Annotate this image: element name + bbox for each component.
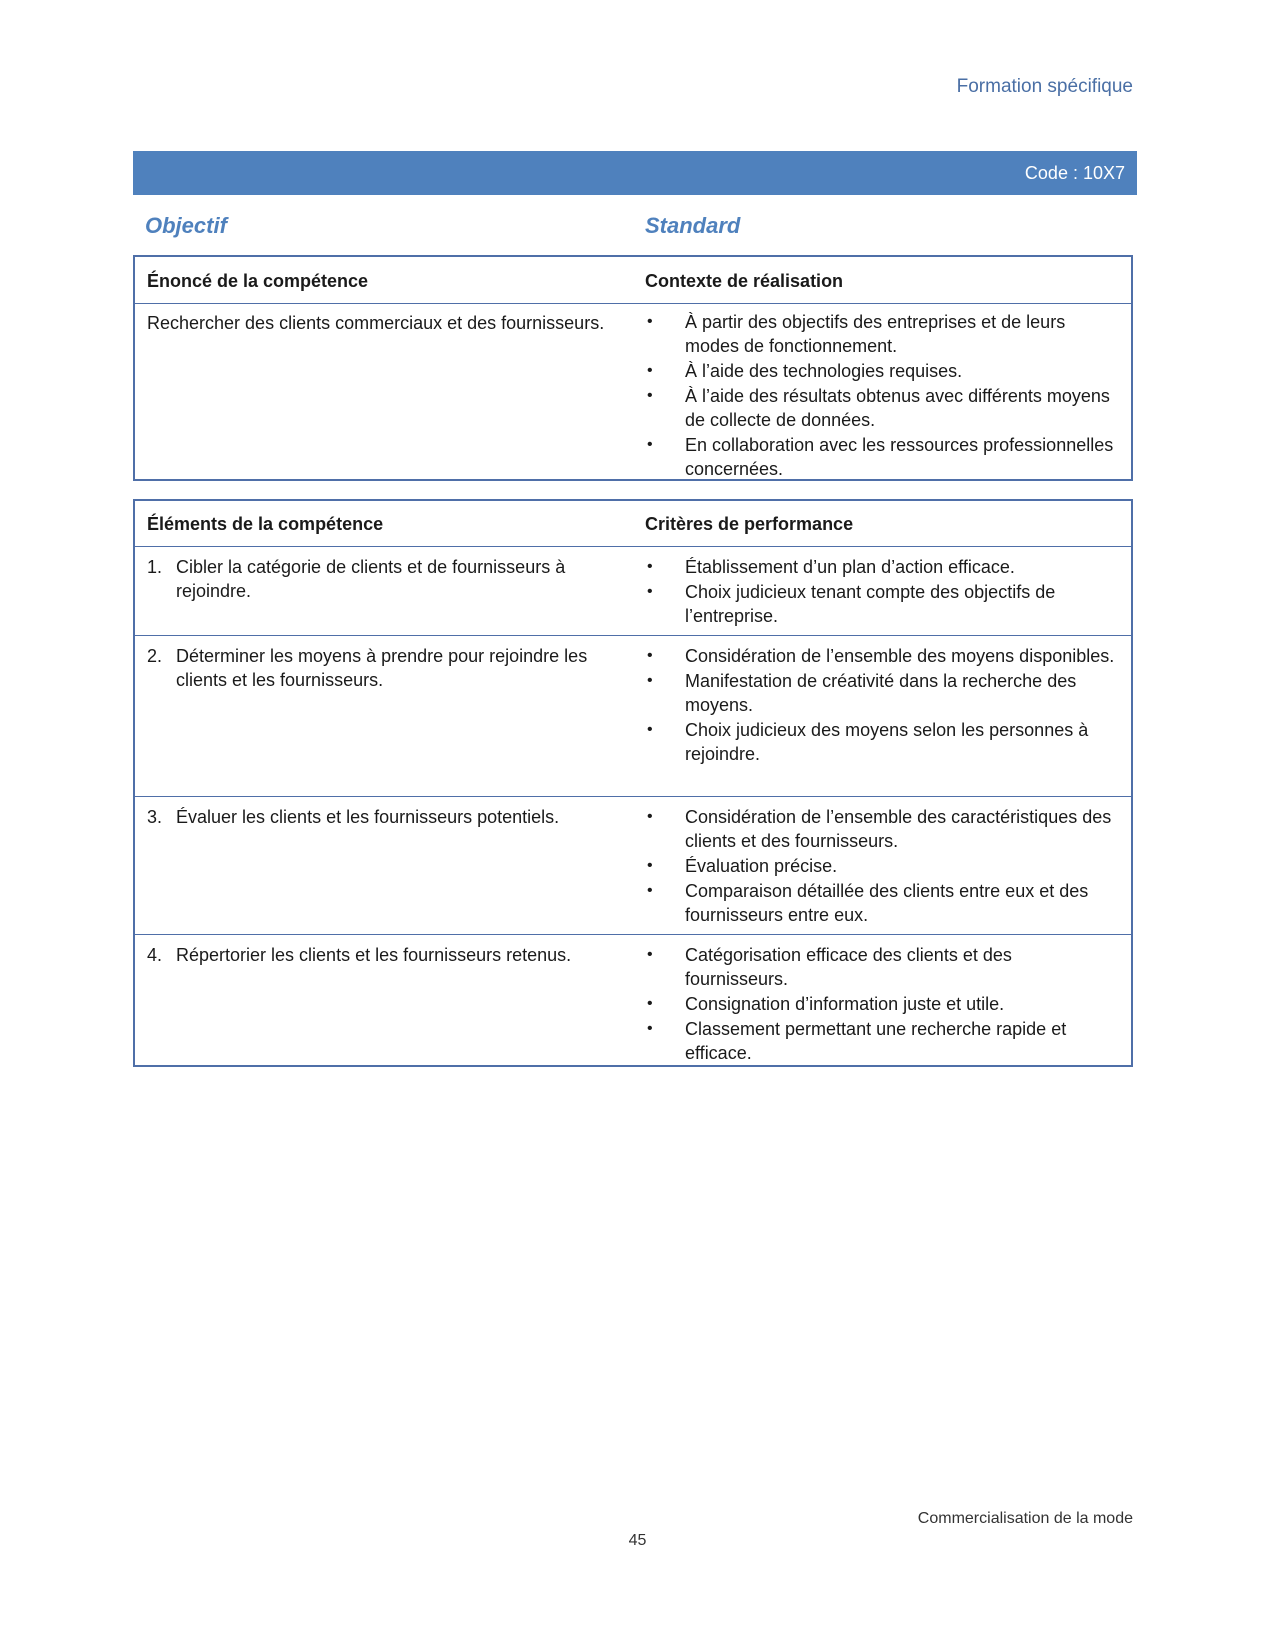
competency-element — [147, 555, 617, 603]
bullet-icon: • — [647, 436, 653, 453]
table-row — [135, 635, 1131, 796]
criteria-text: Manifestation de créativité dans la recherche des moyens. — [685, 671, 1077, 715]
element-text: Déterminer les moyens à prendre pour rejoindre les clients et les fournisseurs. — [176, 646, 588, 690]
table-row — [135, 934, 1131, 1073]
element-number: 2. — [147, 646, 163, 666]
table-row — [135, 796, 1131, 934]
element-number: 3. — [147, 807, 163, 827]
criteria-text: Comparaison détaillée des clients entre eux et des fournisseurs entre eux. — [685, 881, 1089, 925]
competency-element — [147, 644, 617, 692]
bullet-icon: • — [647, 808, 653, 825]
context-text: À partir des objectifs des entreprises et de leurs modes de fonctionnement. — [685, 312, 1066, 356]
criteria-text: Considération de l’ensemble des caractéristiques des clients et des fournisseurs. — [685, 807, 1112, 851]
criteria-item — [645, 644, 1115, 668]
bullet-icon: • — [647, 362, 653, 379]
criteria-list — [645, 943, 1115, 1066]
bullet-icon: • — [647, 995, 653, 1012]
context-header: Contexte de réalisation — [645, 271, 844, 291]
criteria-text: Catégorisation efficace des clients et des fournisseurs. — [685, 945, 1012, 989]
element-number: 1. — [147, 557, 163, 577]
page-number: 45 — [628, 1532, 647, 1549]
table-header-row — [135, 257, 1131, 303]
criteria-item — [645, 1017, 1115, 1065]
competency-code: Code : 10X7 — [1024, 163, 1125, 183]
criteria-item — [645, 718, 1115, 766]
element-text: Répertorier les clients et les fournisseurs retenus. — [176, 945, 572, 965]
criteria-item — [645, 669, 1115, 717]
context-text: À l’aide des résultats obtenus avec différents moyens de collecte de données. — [685, 386, 1110, 430]
context-list — [645, 310, 1115, 482]
bullet-icon: • — [647, 583, 653, 600]
criteria-text: Consignation d’information juste et utile. — [685, 994, 1005, 1014]
competency-statement-table — [133, 255, 1133, 481]
objective-heading: Objectif — [145, 213, 227, 238]
criteria-text: Choix judicieux des moyens selon les personnes à rejoindre. — [685, 720, 1089, 764]
criteria-item — [645, 992, 1115, 1016]
code-bar — [133, 151, 1137, 195]
criteria-item — [645, 805, 1115, 853]
elements-header: Éléments de la compétence — [147, 514, 384, 534]
table-row — [135, 546, 1131, 635]
context-text: À l’aide des technologies requises. — [685, 361, 963, 381]
criteria-list — [645, 555, 1115, 629]
bullet-icon: • — [647, 672, 653, 689]
bullet-icon: • — [647, 946, 653, 963]
element-text: Évaluer les clients et les fournisseurs potentiels. — [176, 807, 560, 827]
bullet-icon: • — [647, 1020, 653, 1037]
standard-heading: Standard — [645, 213, 741, 238]
criteria-item — [645, 555, 1115, 579]
element-number: 4. — [147, 945, 163, 965]
criteria-item — [645, 879, 1115, 927]
table-row — [135, 303, 1131, 480]
bullet-icon: • — [647, 313, 653, 330]
element-text: Cibler la catégorie de clients et de fournisseurs à rejoindre. — [176, 557, 566, 601]
table-header-row — [135, 501, 1131, 546]
competency-statement: Rechercher des clients commerciaux et des fournisseurs. — [147, 313, 605, 333]
bullet-icon: • — [647, 558, 653, 575]
criteria-list — [645, 805, 1115, 928]
criteria-text: Établissement d’un plan d’action efficace. — [685, 557, 1015, 577]
criteria-header: Critères de performance — [645, 514, 854, 534]
criteria-item — [645, 854, 1115, 878]
competency-element — [147, 943, 617, 967]
context-item — [645, 310, 1115, 358]
context-item — [645, 359, 1115, 383]
criteria-text: Évaluation précise. — [685, 856, 838, 876]
criteria-text: Considération de l’ensemble des moyens disponibles. — [685, 646, 1115, 666]
competency-element — [147, 805, 617, 829]
bullet-icon: • — [647, 857, 653, 874]
criteria-item — [645, 943, 1115, 991]
context-item — [645, 433, 1115, 481]
program-name: Commercialisation de la mode — [917, 1510, 1133, 1527]
bullet-icon: • — [647, 647, 653, 664]
bullet-icon: • — [647, 721, 653, 738]
bullet-icon: • — [647, 882, 653, 899]
statement-header: Énoncé de la compétence — [147, 271, 369, 291]
context-item — [645, 384, 1115, 432]
criteria-item — [645, 580, 1115, 628]
context-text: En collaboration avec les ressources professionnelles concernées. — [685, 435, 1114, 479]
bullet-icon: • — [647, 387, 653, 404]
criteria-text: Choix judicieux tenant compte des objectifs de l’entreprise. — [685, 582, 1056, 626]
criteria-text: Classement permettant une recherche rapide et efficace. — [685, 1019, 1067, 1063]
criteria-list — [645, 644, 1115, 767]
competency-elements-table — [133, 499, 1133, 1067]
section-title: Formation spécifique — [956, 76, 1133, 97]
